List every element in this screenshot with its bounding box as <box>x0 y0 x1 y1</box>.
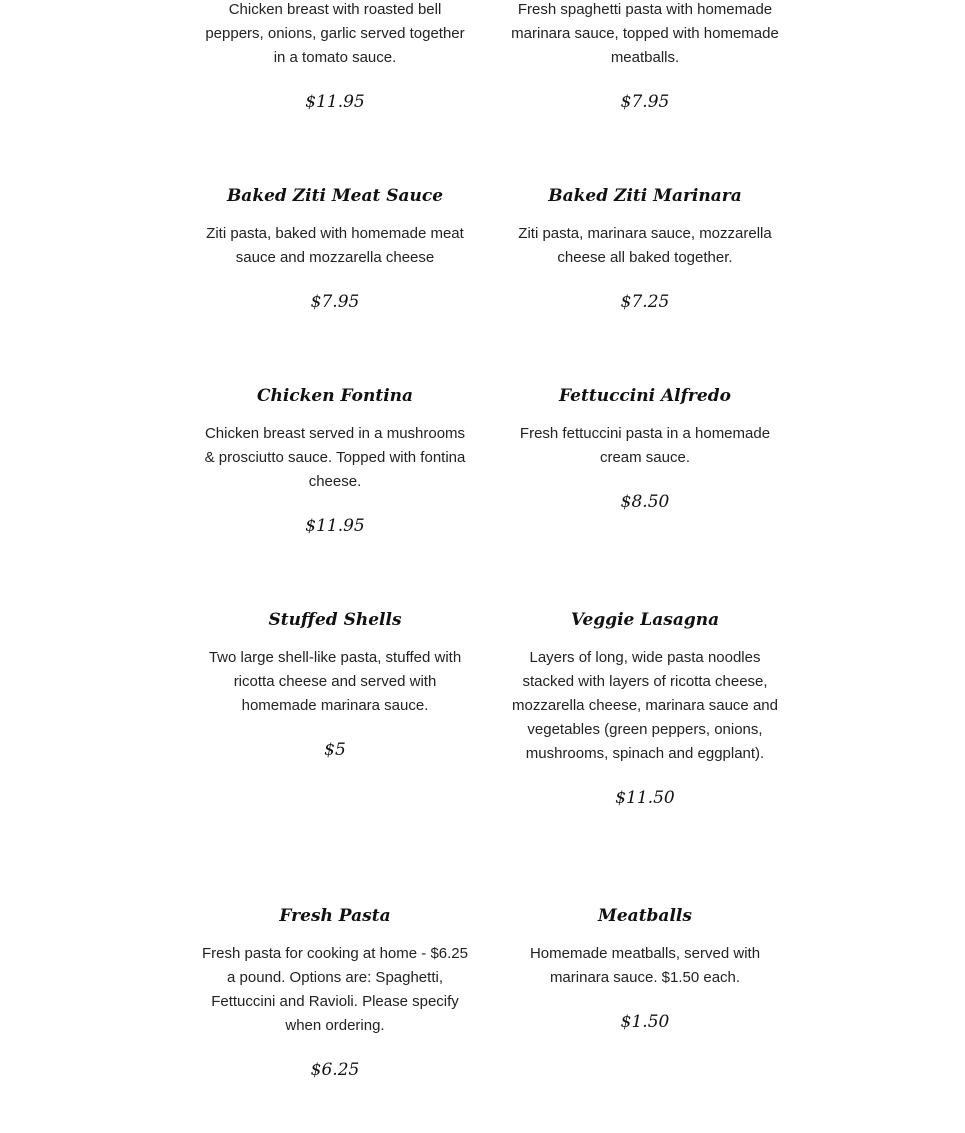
item-description: Layers of long, wide pasta noodles stacked with layers of ricotta cheese, mozzarella cheese, marinara sauce and vegetables (green peppers, onions, mushrooms, spinach and eggplant). <box>512 649 778 762</box>
item-description: Fresh spaghetti pasta with homemade marinara sauce, topped with homemade meatballs. <box>511 1 779 66</box>
item-name: Meatballs <box>598 906 692 926</box>
menu-item-baked-ziti-marinara <box>500 184 790 314</box>
menu-item-chicken-fontina <box>190 384 480 538</box>
item-name: Fettuccini Alfredo <box>559 386 731 406</box>
item-description: Fresh pasta for cooking at home - $6.25 a pound. Options are: Spaghetti, Fettuccini and Ravioli. Please specify when ordering. <box>202 945 468 1034</box>
item-name: Veggie Lasagna <box>570 610 720 630</box>
menu-item-veggie-lasagna <box>500 608 790 810</box>
menu-item-chicken-peppers <box>190 0 480 114</box>
item-description: Fresh fettuccini pasta in a homemade cream sauce. <box>519 425 771 466</box>
item-price: $7.95 <box>620 92 670 112</box>
item-description: Chicken breast with roasted bell peppers, onions, garlic served together in a tomato sauce. <box>205 1 465 66</box>
item-name: Baked Ziti Meat Sauce <box>226 186 444 206</box>
item-price: $6.25 <box>310 1060 360 1080</box>
item-description: Two large shell-like pasta, stuffed with ricotta cheese and served with homemade marinara sauce. <box>208 649 462 714</box>
item-price: $1.50 <box>620 1012 670 1032</box>
menu-item-spaghetti-meatballs <box>500 0 790 114</box>
item-price: $7.25 <box>620 292 670 312</box>
item-name: Stuffed Shells <box>268 610 402 630</box>
menu-item-fettuccini-alfredo <box>500 384 790 514</box>
item-price: $11.95 <box>305 92 365 112</box>
menu-item-stuffed-shells <box>190 608 480 762</box>
item-price: $8.50 <box>620 492 670 512</box>
item-name: Baked Ziti Marinara <box>548 186 742 206</box>
item-description: Ziti pasta, marinara sauce, mozzarella cheese all baked together. <box>518 225 772 266</box>
menu-item-fresh-pasta <box>190 904 480 1082</box>
item-description: Homemade meatballs, served with marinara sauce. $1.50 each. <box>529 945 761 986</box>
item-price: $5 <box>324 740 346 760</box>
item-name: Chicken Fontina <box>256 386 414 406</box>
item-price: $11.95 <box>305 516 365 536</box>
item-price: $11.50 <box>615 788 675 808</box>
menu-item-baked-ziti-meat-sauce <box>190 184 480 314</box>
item-price: $7.95 <box>310 292 360 312</box>
menu-item-meatballs <box>500 904 790 1034</box>
item-description: Ziti pasta, baked with homemade meat sauce and mozzarella cheese <box>206 225 464 266</box>
item-name: Fresh Pasta <box>279 906 391 926</box>
item-description: Chicken breast served in a mushrooms & prosciutto sauce. Topped with fontina cheese. <box>204 425 466 490</box>
